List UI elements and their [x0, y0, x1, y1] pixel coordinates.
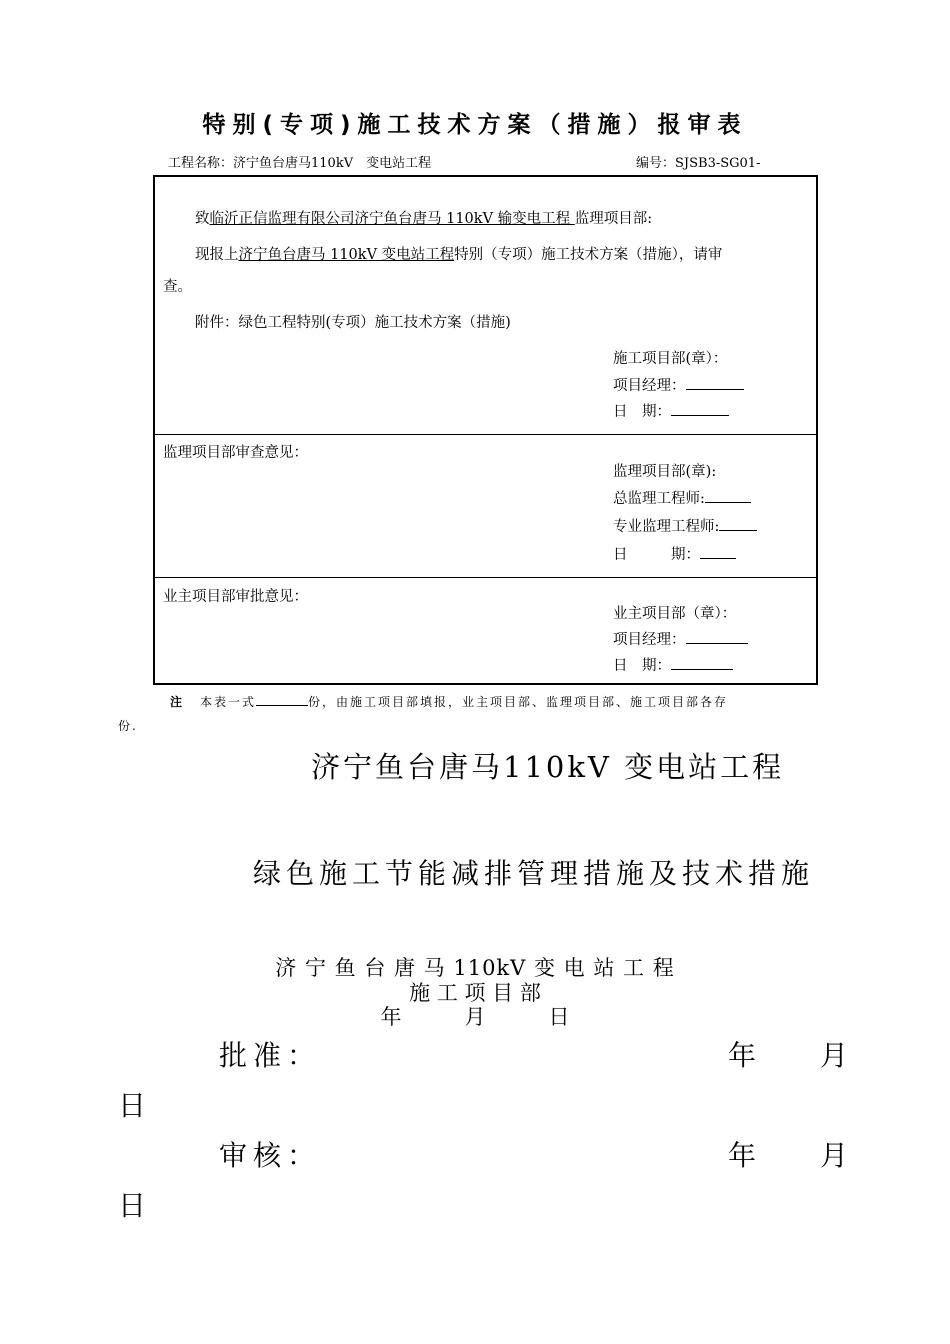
- specialist-engineer: 专业监理工程师:: [613, 515, 757, 536]
- specialist-signature-blank[interactable]: [719, 529, 757, 531]
- approve-month: 月: [820, 1039, 849, 1072]
- review-month: 月: [820, 1139, 849, 1172]
- cover-org-line1: 济 宁 鱼 台 唐 马 110kV 变 电 站 工 程: [275, 956, 675, 980]
- report-project: 济宁鱼台唐马 110kV 变电站工程: [238, 247, 455, 263]
- row-divider: [155, 434, 816, 435]
- report-line-end: 查。: [163, 279, 192, 295]
- chief-engineer: 总监理工程师:: [613, 487, 751, 508]
- owner-opinion-label: 业主项目部审批意见：: [163, 589, 308, 605]
- construction-date: 日 期：: [613, 400, 729, 421]
- construction-dept-stamp: 施工项目部(章）：: [613, 351, 728, 367]
- supervisor-org: 临沂正信监理有限公司济宁鱼台唐马 110kV 输变电工程: [209, 211, 575, 227]
- manager-signature-blank[interactable]: [686, 642, 748, 644]
- copies-blank[interactable]: [256, 704, 308, 706]
- attachment-line: 附件：绿色工程特别(专项）施工技术方案（措施): [195, 315, 511, 331]
- approve-label: 批准：: [219, 1039, 322, 1072]
- project-name: 工程名称：济宁鱼台唐马110kV 变电站工程: [168, 156, 432, 171]
- cover-project-title: 济宁鱼台唐马110kV 变电站工程: [311, 750, 785, 784]
- approve-year: 年: [728, 1039, 757, 1072]
- review-label: 审核：: [219, 1139, 322, 1172]
- approve-day: 日: [118, 1089, 147, 1122]
- supervisor-date: 日 期：: [613, 543, 736, 564]
- owner-manager: 项目经理：: [613, 628, 748, 649]
- manager-signature-blank[interactable]: [686, 388, 744, 390]
- construction-manager: 项目经理：: [613, 374, 744, 395]
- date-blank[interactable]: [700, 557, 736, 559]
- form-table: [153, 175, 818, 685]
- owner-date: 日 期：: [613, 654, 733, 675]
- form-note-end: 份.: [118, 719, 138, 733]
- review-day: 日: [118, 1189, 147, 1222]
- form-title: 特别(专项)施工技术方案（措施）报审表: [202, 112, 748, 138]
- supervisor-opinion-label: 监理项目部审查意见：: [163, 445, 308, 461]
- cover-org-line2: 施 工 项 目 部: [409, 981, 541, 1005]
- addressee-line: 致临沂正信监理有限公司济宁鱼台唐马 110kV 输变电工程 监理项目部:: [195, 211, 653, 227]
- chief-signature-blank[interactable]: [705, 501, 751, 503]
- row-divider: [155, 577, 816, 578]
- review-year: 年: [728, 1139, 757, 1172]
- cover-date-line: 年 月 日: [380, 1005, 570, 1029]
- owner-dept-stamp: 业主项目部（章）：: [613, 606, 737, 622]
- report-line: 现报上济宁鱼台唐马 110kV 变电站工程特别（专项）施工技术方案（措施），请审: [195, 247, 723, 263]
- cover-subject-title: 绿色施工节能减排管理措施及技术措施: [253, 857, 815, 890]
- form-note: 注 本表一式 份，由施工项目部填报，业主项目部、监理项目部、施工项目部各存: [170, 695, 729, 709]
- supervisor-dept-stamp: 监理项目部(章):: [613, 464, 717, 480]
- date-blank[interactable]: [671, 414, 729, 416]
- form-number: 编号：SJSB3-SG01-: [636, 156, 761, 171]
- date-blank[interactable]: [671, 668, 733, 670]
